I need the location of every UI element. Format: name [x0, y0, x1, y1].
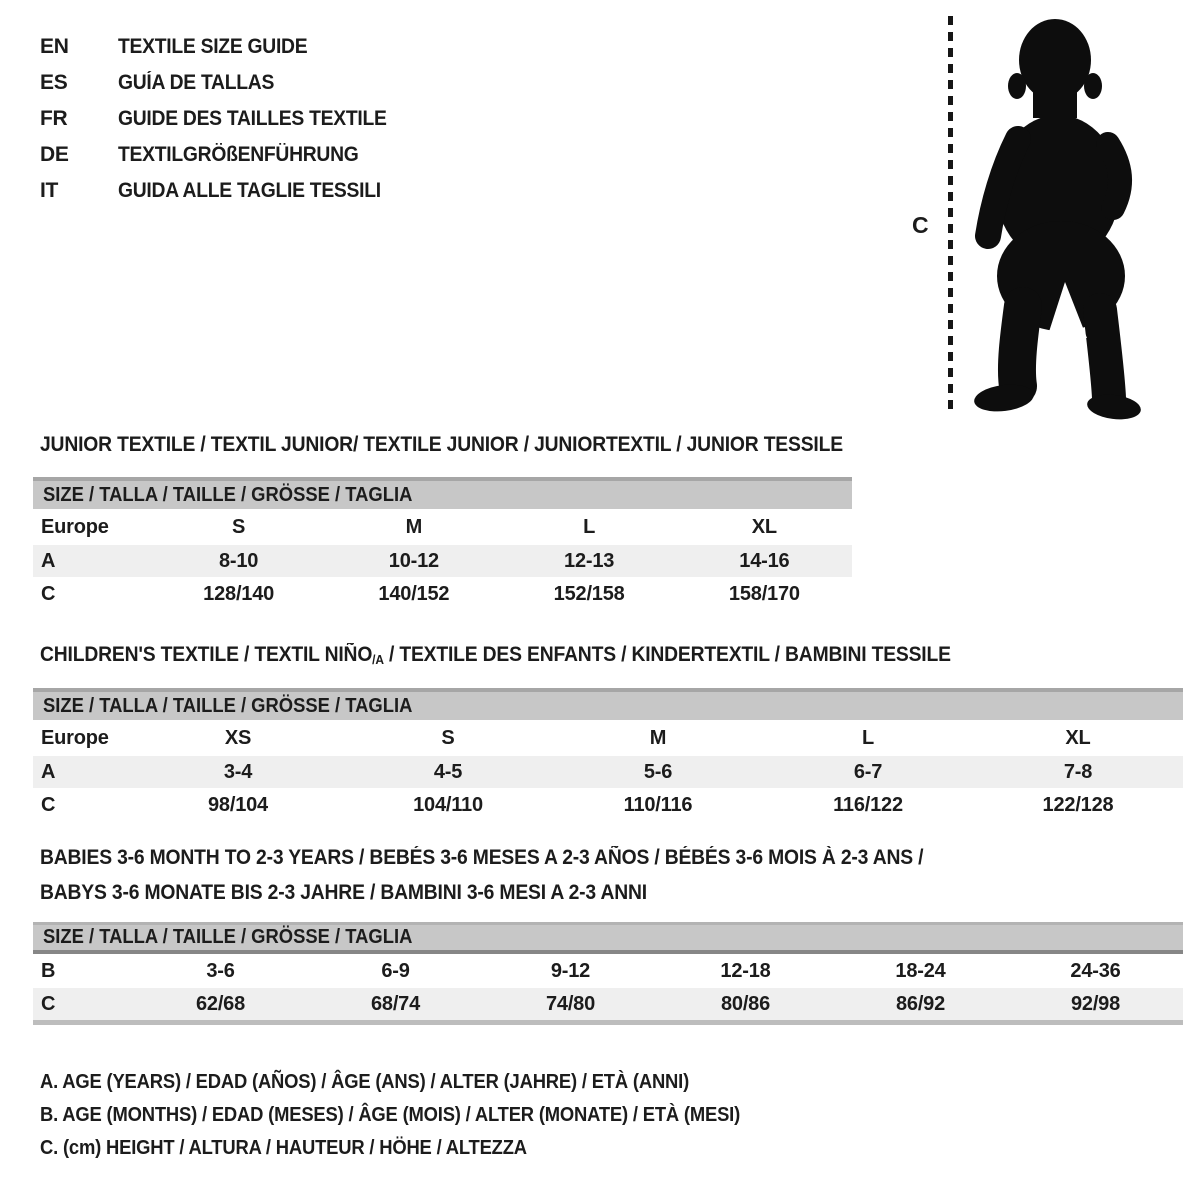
- table-row: [33, 756, 1183, 788]
- lang-label: TEXTILGRÖßENFÜHRUNG: [118, 143, 359, 166]
- size-cell: 5-6: [643, 760, 673, 783]
- babies-title-line1: BABIES 3-6 MONTH TO 2-3 YEARS / BEBÉS 3-6 MESES A 2-3 AÑOS / BÉBÉS 3-6 MOIS À 2-3 ANS /: [40, 846, 924, 869]
- size-cell: 68/74: [370, 992, 421, 1015]
- babies-title-line2: BABYS 3-6 MONATE BIS 2-3 JAHRE / BAMBINI 3-6 MESI A 2-3 ANNI: [40, 881, 647, 904]
- table-row: [33, 988, 1183, 1020]
- height-measure-line: [948, 16, 953, 414]
- language-title-block: [40, 29, 410, 209]
- size-cell: 8-10: [219, 549, 259, 572]
- size-cell: S: [232, 515, 246, 538]
- size-cell: 3-4: [223, 760, 253, 783]
- size-cell: 128/140: [203, 582, 275, 605]
- size-cell: 152/158: [553, 582, 625, 605]
- junior-size-table: [33, 477, 852, 611]
- lang-row-fr: [40, 101, 410, 137]
- size-header-label: SIZE / TALLA / TAILLE / GRÖSSE / TAGLIA: [43, 694, 413, 717]
- table-row: [33, 720, 1183, 756]
- table-row: [33, 509, 852, 545]
- size-cell: 116/122: [833, 793, 903, 816]
- size-cell: 7-8: [1063, 760, 1093, 783]
- size-cell: 98/104: [208, 793, 268, 816]
- row-label: A: [41, 549, 56, 572]
- size-cell: 9-12: [550, 959, 591, 982]
- table-row: [33, 545, 852, 577]
- size-header-label: SIZE / TALLA / TAILLE / GRÖSSE / TAGLIA: [43, 483, 413, 506]
- size-cell: 80/86: [720, 992, 771, 1015]
- size-cell: 74/80: [545, 992, 596, 1015]
- table-row: [33, 577, 852, 611]
- lang-code: EN: [40, 35, 69, 58]
- lang-label: GUIDA ALLE TAGLIE TESSILI: [118, 179, 381, 202]
- size-cell: 86/92: [895, 992, 946, 1015]
- size-cell: M: [649, 726, 667, 749]
- lang-label: TEXTILE SIZE GUIDE: [118, 35, 308, 58]
- height-measure-label: C: [912, 212, 929, 238]
- row-label: B: [41, 959, 56, 982]
- legend-item-b: B. AGE (MONTHS) / EDAD (MESES) / ÂGE (MOIS) / ALTER (MONATE) / ETÀ (MESI): [40, 1104, 741, 1126]
- row-label: A: [41, 760, 56, 783]
- lang-code: ES: [40, 71, 68, 94]
- lang-row-it: [40, 173, 410, 209]
- size-cell: 18-24: [895, 959, 946, 982]
- size-cell: 158/170: [728, 582, 800, 605]
- size-cell: 6-7: [853, 760, 883, 783]
- size-cell: 92/98: [1070, 992, 1121, 1015]
- size-cell: 6-9: [381, 959, 410, 982]
- size-cell: 12-18: [720, 959, 771, 982]
- size-cell: L: [583, 515, 596, 538]
- size-cell: 12-13: [564, 549, 615, 572]
- lang-row-de: [40, 137, 410, 173]
- size-cell: 4-5: [433, 760, 463, 783]
- size-cell: XL: [751, 515, 777, 538]
- size-cell: 24-36: [1070, 959, 1121, 982]
- row-label: Europe: [41, 726, 109, 749]
- legend-item-a: A. AGE (YEARS) / EDAD (AÑOS) / ÂGE (ANS) / ALTER (JAHRE) / ETÀ (ANNI): [40, 1071, 690, 1093]
- size-cell: M: [405, 515, 423, 538]
- size-cell: 62/68: [195, 992, 246, 1015]
- size-cell: XL: [1065, 726, 1091, 749]
- row-label: C: [41, 793, 56, 816]
- lang-code: FR: [40, 107, 68, 130]
- lang-label: GUIDE DES TAILLES TEXTILE: [118, 107, 387, 130]
- row-label: C: [41, 582, 56, 605]
- nino-a-subscript: /A: [372, 652, 384, 667]
- lang-code: DE: [40, 143, 69, 166]
- size-cell: XS: [224, 726, 252, 749]
- size-header-bar: [33, 477, 852, 509]
- size-cell: 104/110: [413, 793, 483, 816]
- size-cell: 14-16: [739, 549, 790, 572]
- children-section-title: [40, 642, 1030, 670]
- junior-section-title: [40, 432, 913, 458]
- table-row: [33, 788, 1183, 822]
- size-header-label: SIZE / TALLA / TAILLE / GRÖSSE / TAGLIA: [43, 926, 413, 948]
- size-cell: 122/128: [1042, 793, 1114, 816]
- lang-row-en: [40, 29, 410, 65]
- size-cell: S: [441, 726, 455, 749]
- children-size-table: [33, 688, 1183, 822]
- lang-code: IT: [40, 179, 59, 202]
- size-cell: 10-12: [388, 549, 439, 572]
- size-cell: 3-6: [206, 959, 235, 982]
- size-header-bar: [33, 688, 1183, 720]
- babies-size-table: [33, 922, 1183, 1025]
- size-cell: 140/152: [378, 582, 450, 605]
- row-label: Europe: [41, 515, 109, 538]
- table-row: [33, 954, 1183, 988]
- children-title-text: CHILDREN'S TEXTILE / TEXTIL NIÑO/A / TEXTILE DES ENFANTS / KINDERTEXTIL / BAMBINI TESSILE: [40, 643, 951, 667]
- babies-section-title: [40, 845, 1000, 906]
- measurement-legend: [40, 1066, 801, 1165]
- size-cell: 110/116: [623, 793, 693, 816]
- toddler-silhouette-icon: [963, 14, 1141, 422]
- size-cell: L: [861, 726, 875, 749]
- row-label: C: [41, 992, 56, 1015]
- junior-title-text: JUNIOR TEXTILE / TEXTIL JUNIOR/ TEXTILE JUNIOR / JUNIORTEXTIL / JUNIOR TESSILE: [40, 433, 843, 456]
- legend-item-c: C. (cm) HEIGHT / ALTURA / HAUTEUR / HÖHE / ALTEZZA: [40, 1137, 527, 1159]
- size-header-bar: [33, 922, 1183, 954]
- lang-row-es: [40, 65, 410, 101]
- lang-label: GUÍA DE TALLAS: [118, 71, 275, 94]
